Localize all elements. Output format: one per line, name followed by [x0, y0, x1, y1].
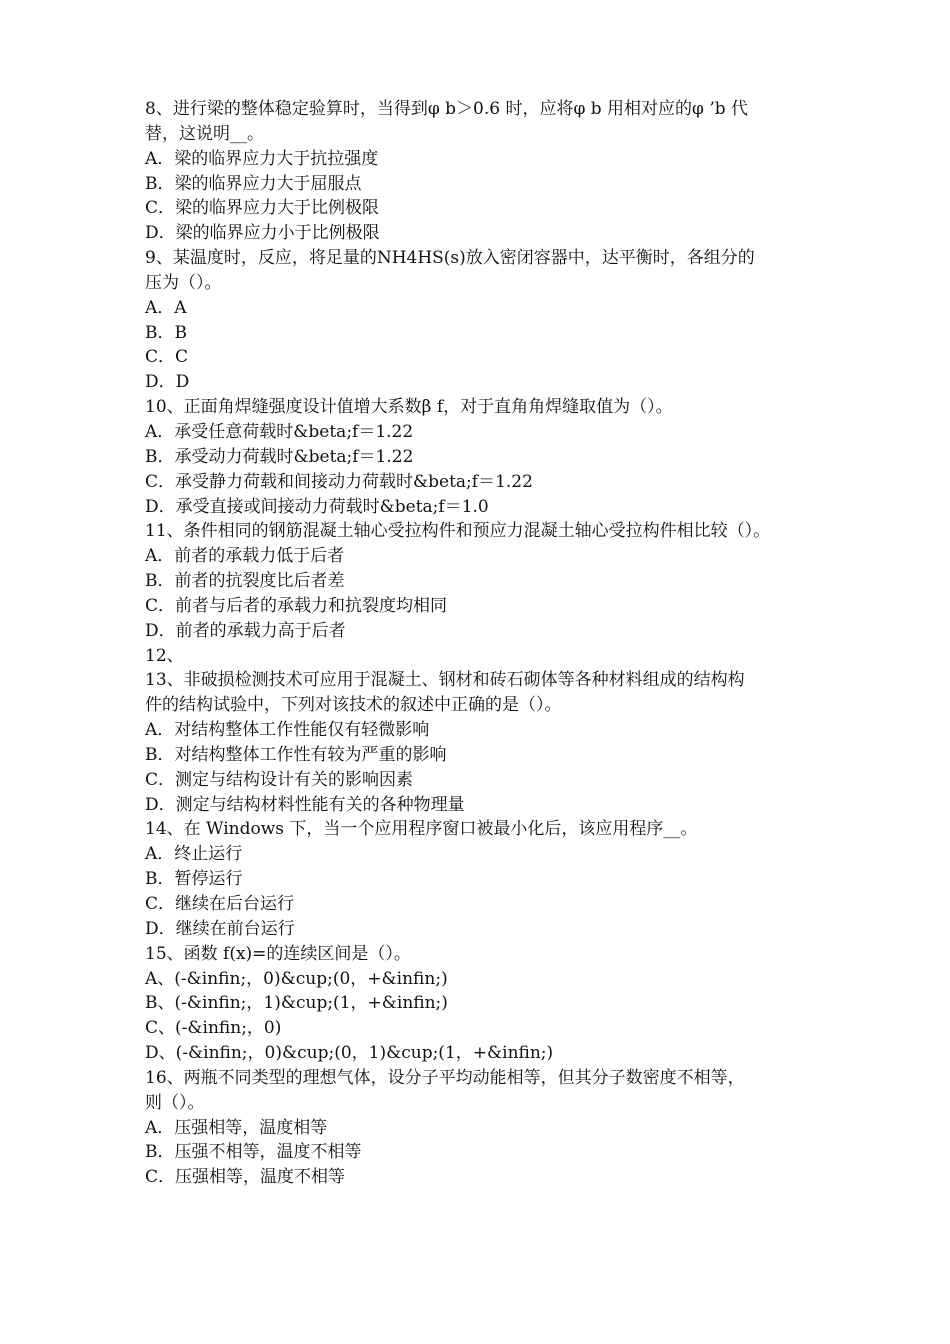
text-line: 11、条件相同的钢筋混凝土轴心受拉构件和预应力混凝土轴心受拉构件相比较（）。 [145, 521, 771, 542]
text-line: 替，这说明__。 [145, 123, 264, 144]
text-line: D．测定与结构材料性能有关的各种物理量 [145, 794, 465, 815]
text-line: 件的结构试验中，下列对该技术的叙述中正确的是（）。 [145, 695, 562, 716]
text-line: D．前者的承载力高于后者 [145, 620, 346, 641]
text-line: B．B [145, 322, 187, 343]
text-line: C．压强相等，温度不相等 [145, 1167, 346, 1188]
text-line: 9、某温度时，反应，将足量的NH4HS(s)放入密闭容器中，达平衡时，各组分的 [145, 248, 755, 269]
text-line: D．承受直接或间接动力荷载时&beta;f＝1.0 [145, 496, 489, 517]
text-line: A、(-&infin;，0)&cup;(0，+&infin;) [145, 968, 448, 989]
text-line: A．压强相等，温度相等 [145, 1117, 328, 1138]
text-line: 压为（）。 [145, 272, 222, 293]
text-line: 16、两瓶不同类型的理想气体，设分子平均动能相等，但其分子数密度不相等， [145, 1067, 745, 1088]
text-line: 12、 [145, 645, 184, 666]
text-line: B．压强不相等，温度不相等 [145, 1142, 362, 1163]
document-body [145, 97, 825, 1190]
text-line: B．承受动力荷载时&beta;f＝1.22 [145, 446, 414, 467]
text-line: 8、进行梁的整体稳定验算时，当得到φ b＞0.6 时，应将φ b 用相对应的φ ’b 代 [145, 99, 749, 119]
text-line: A．A [145, 297, 187, 318]
text-line: A．对结构整体工作性能仅有轻微影响 [145, 720, 430, 741]
text-line: 则（）。 [145, 1092, 205, 1113]
text-line: B．暂停运行 [145, 869, 243, 890]
text-line: C、(-&infin;，0) [145, 1018, 282, 1039]
text-line: C．继续在后台运行 [145, 894, 295, 914]
text-line: B．梁的临界应力大于屈服点 [145, 173, 362, 194]
text-line: D、(-&infin;，0)&cup;(0，1)&cup;(1，+&infin;) [145, 1043, 554, 1064]
text-line: C．前者与后者的承载力和抗裂度均相同 [145, 595, 448, 616]
text-line: A．前者的承载力低于后者 [145, 546, 345, 567]
text-line: A．承受任意荷载时&beta;f＝1.22 [145, 421, 414, 442]
text-line: C．承受静力荷载和间接动力荷载时&beta;f＝1.22 [145, 471, 533, 492]
text-line: D．继续在前台运行 [145, 918, 295, 939]
text-line: C．测定与结构设计有关的影响因素 [145, 769, 414, 790]
text-line: A．终止运行 [145, 844, 243, 865]
text-line: C．C [145, 347, 189, 368]
text-line: 13、非破损检测技术可应用于混凝土、钢材和砖石砌体等各种材料组成的结构构 [145, 670, 745, 691]
text-line: 10、正面角焊缝强度设计值增大系数β f，对于直角角焊缝取值为（）。 [145, 397, 673, 418]
text-line: B．前者的抗裂度比后者差 [145, 571, 345, 592]
text-line: C．梁的临界应力大于比例极限 [145, 198, 380, 219]
text-line: D．D [145, 372, 190, 393]
text-line: D．梁的临界应力小于比例极限 [145, 223, 380, 244]
text-line: B、(-&infin;，1)&cup;(1，+&infin;) [145, 993, 448, 1014]
text-line: 15、函数 f(x)=的连续区间是（）。 [145, 943, 411, 964]
text-line: B．对结构整体工作性有较为严重的影响 [145, 744, 447, 765]
text-line: A．梁的临界应力大于抗拉强度 [145, 148, 379, 169]
text-line: 14、在 Windows 下，当一个应用程序窗口被最小化后，该应用程序__。 [145, 819, 698, 840]
